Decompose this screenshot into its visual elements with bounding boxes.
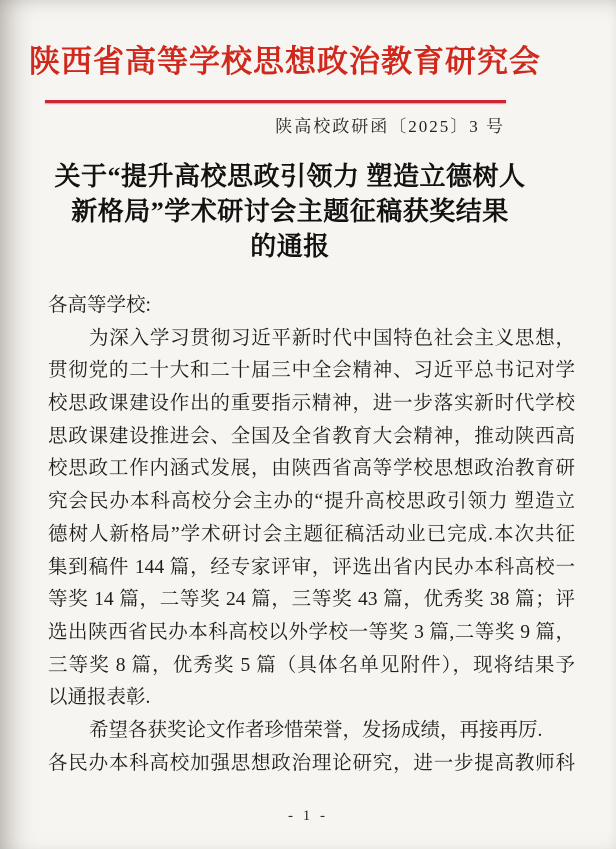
body-line: 选出陕西省民办本科高校以外学校一等奖 3 篇,二等奖 9 篇， — [48, 621, 575, 643]
body-line: 思政课建设推进会、全国及全省教育大会精神，推动陕西高 — [48, 425, 575, 447]
body-line: 以通报表彰. — [48, 687, 151, 709]
page-number: - 1 - — [288, 808, 328, 824]
red-header-org-name: 陕西省高等学校思想政治教育研究会 — [29, 44, 541, 79]
body-line: 等奖 14 篇，二等奖 24 篇，三等奖 43 篇，优秀奖 38 篇；评 — [48, 589, 575, 611]
body-line: 三等奖 8 篇，优秀奖 5 篇（具体名单见附件），现将结果予 — [48, 654, 575, 676]
document-title — [28, 159, 552, 264]
document-title-line-3: 的通报 — [250, 232, 330, 261]
body-line: 各民办本科高校加强思想政治理论研究，进一步提高教师科 — [48, 752, 575, 774]
body-line: 集到稿件 144 篇，经专家评审，评选出省内民办本科高校一 — [48, 556, 575, 578]
document-title-line-2: 新格局”学术研讨会主题征稿获奖结果 — [71, 197, 509, 226]
salutation: 各高等学校: — [48, 295, 151, 316]
body-line: 为深入学习贯彻习近平新时代中国特色社会主义思想， — [89, 327, 575, 349]
body-line: 校思政工作内涵式发展，由陕西省高等学校思想政治教育研 — [48, 458, 575, 480]
document-title-line-1: 关于“提升高校思政引领力 塑造立德树人 — [54, 162, 526, 191]
document-body — [48, 290, 575, 780]
body-line: 德树人新格局”学术研讨会主题征稿活动业已完成.本次共征 — [48, 523, 575, 545]
body-line: 希望各获奖论文作者珍惜荣誉，发扬成绩，再接再厉. — [89, 719, 543, 741]
body-line: 贯彻党的二十大和二十届三中全会精神、习近平总书记对学 — [48, 360, 575, 382]
red-header-divider-line — [45, 100, 506, 103]
document-reference-number: 陕高校政研函〔2025〕3 号 — [275, 117, 505, 136]
body-line: 校思政课建设作出的重要指示精神，进一步落实新时代学校 — [48, 393, 575, 415]
body-line: 究会民办本科高校分会主办的“提升高校思政引领力 塑造立 — [48, 491, 575, 513]
